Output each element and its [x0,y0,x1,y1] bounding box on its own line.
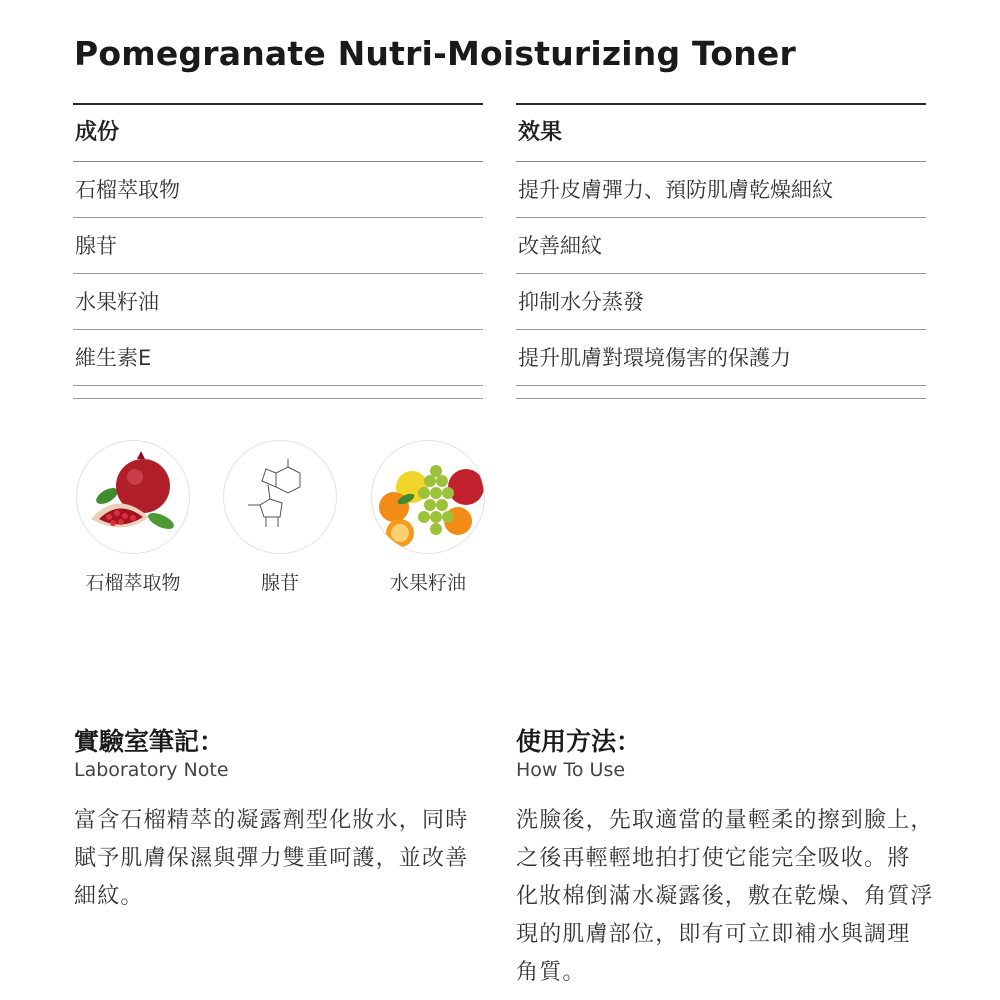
ingredient-row: 水果籽油 [73,274,483,330]
ingredient-row: 維生素E [73,330,483,386]
effects-header: 效果 [516,103,926,162]
body-line: 富含石榴精萃的凝露劑型化妝水，同時 [74,808,469,833]
how-to-use-body [516,802,936,992]
how-to-use-section [516,726,936,992]
effect-row: 提升肌膚對環境傷害的保護力 [516,330,926,386]
effect-row: 改善細紋 [516,218,926,274]
ingredient-row: 石榴萃取物 [73,162,483,218]
image-caption: 水果籽油 [389,572,466,594]
table-divider [516,386,926,399]
fruit-basket-icon [371,440,485,554]
effect-row: 提升皮膚彈力、預防肌膚乾燥細紋 [516,162,926,218]
how-to-use-subtitle: How To Use [516,759,626,781]
ingredient-image-pomegranate [73,440,193,595]
how-to-use-title: 使用方法： [516,727,642,756]
body-line: 化妝棉倒滿水凝露後，敷在乾燥、角質浮 [516,884,934,909]
lab-note-section [74,726,494,916]
adenosine-structure-icon [223,440,337,554]
ingredients-column [73,103,483,399]
body-line: 角質。 [516,960,586,985]
body-line: 細紋。 [74,884,144,909]
ingredient-image-fruit [368,440,488,595]
lab-note-subtitle: Laboratory Note [74,759,229,781]
pomegranate-icon [76,440,190,554]
body-line: 之後再輕輕地拍打使它能完全吸收。將 [516,846,911,871]
effect-row: 抑制水分蒸發 [516,274,926,330]
image-caption: 腺苷 [260,572,299,594]
body-line: 現的肌膚部位，即有可立即補水與調理 [516,922,911,947]
ingredient-row: 腺苷 [73,218,483,274]
ingredient-image-adenosine [220,440,340,595]
lab-note-body [74,802,494,916]
page-title: Pomegranate Nutri-Moisturizing Toner [74,34,796,73]
ingredients-header: 成份 [73,103,483,162]
body-line: 洗臉後，先取適當的量輕柔的擦到臉上， [516,808,934,833]
image-caption: 石榴萃取物 [85,572,181,594]
table-divider [73,386,483,399]
lab-note-title: 實驗室筆記： [74,727,225,756]
body-line: 賦予肌膚保濕與彈力雙重呵護，並改善 [74,846,469,871]
effects-column [516,103,926,399]
